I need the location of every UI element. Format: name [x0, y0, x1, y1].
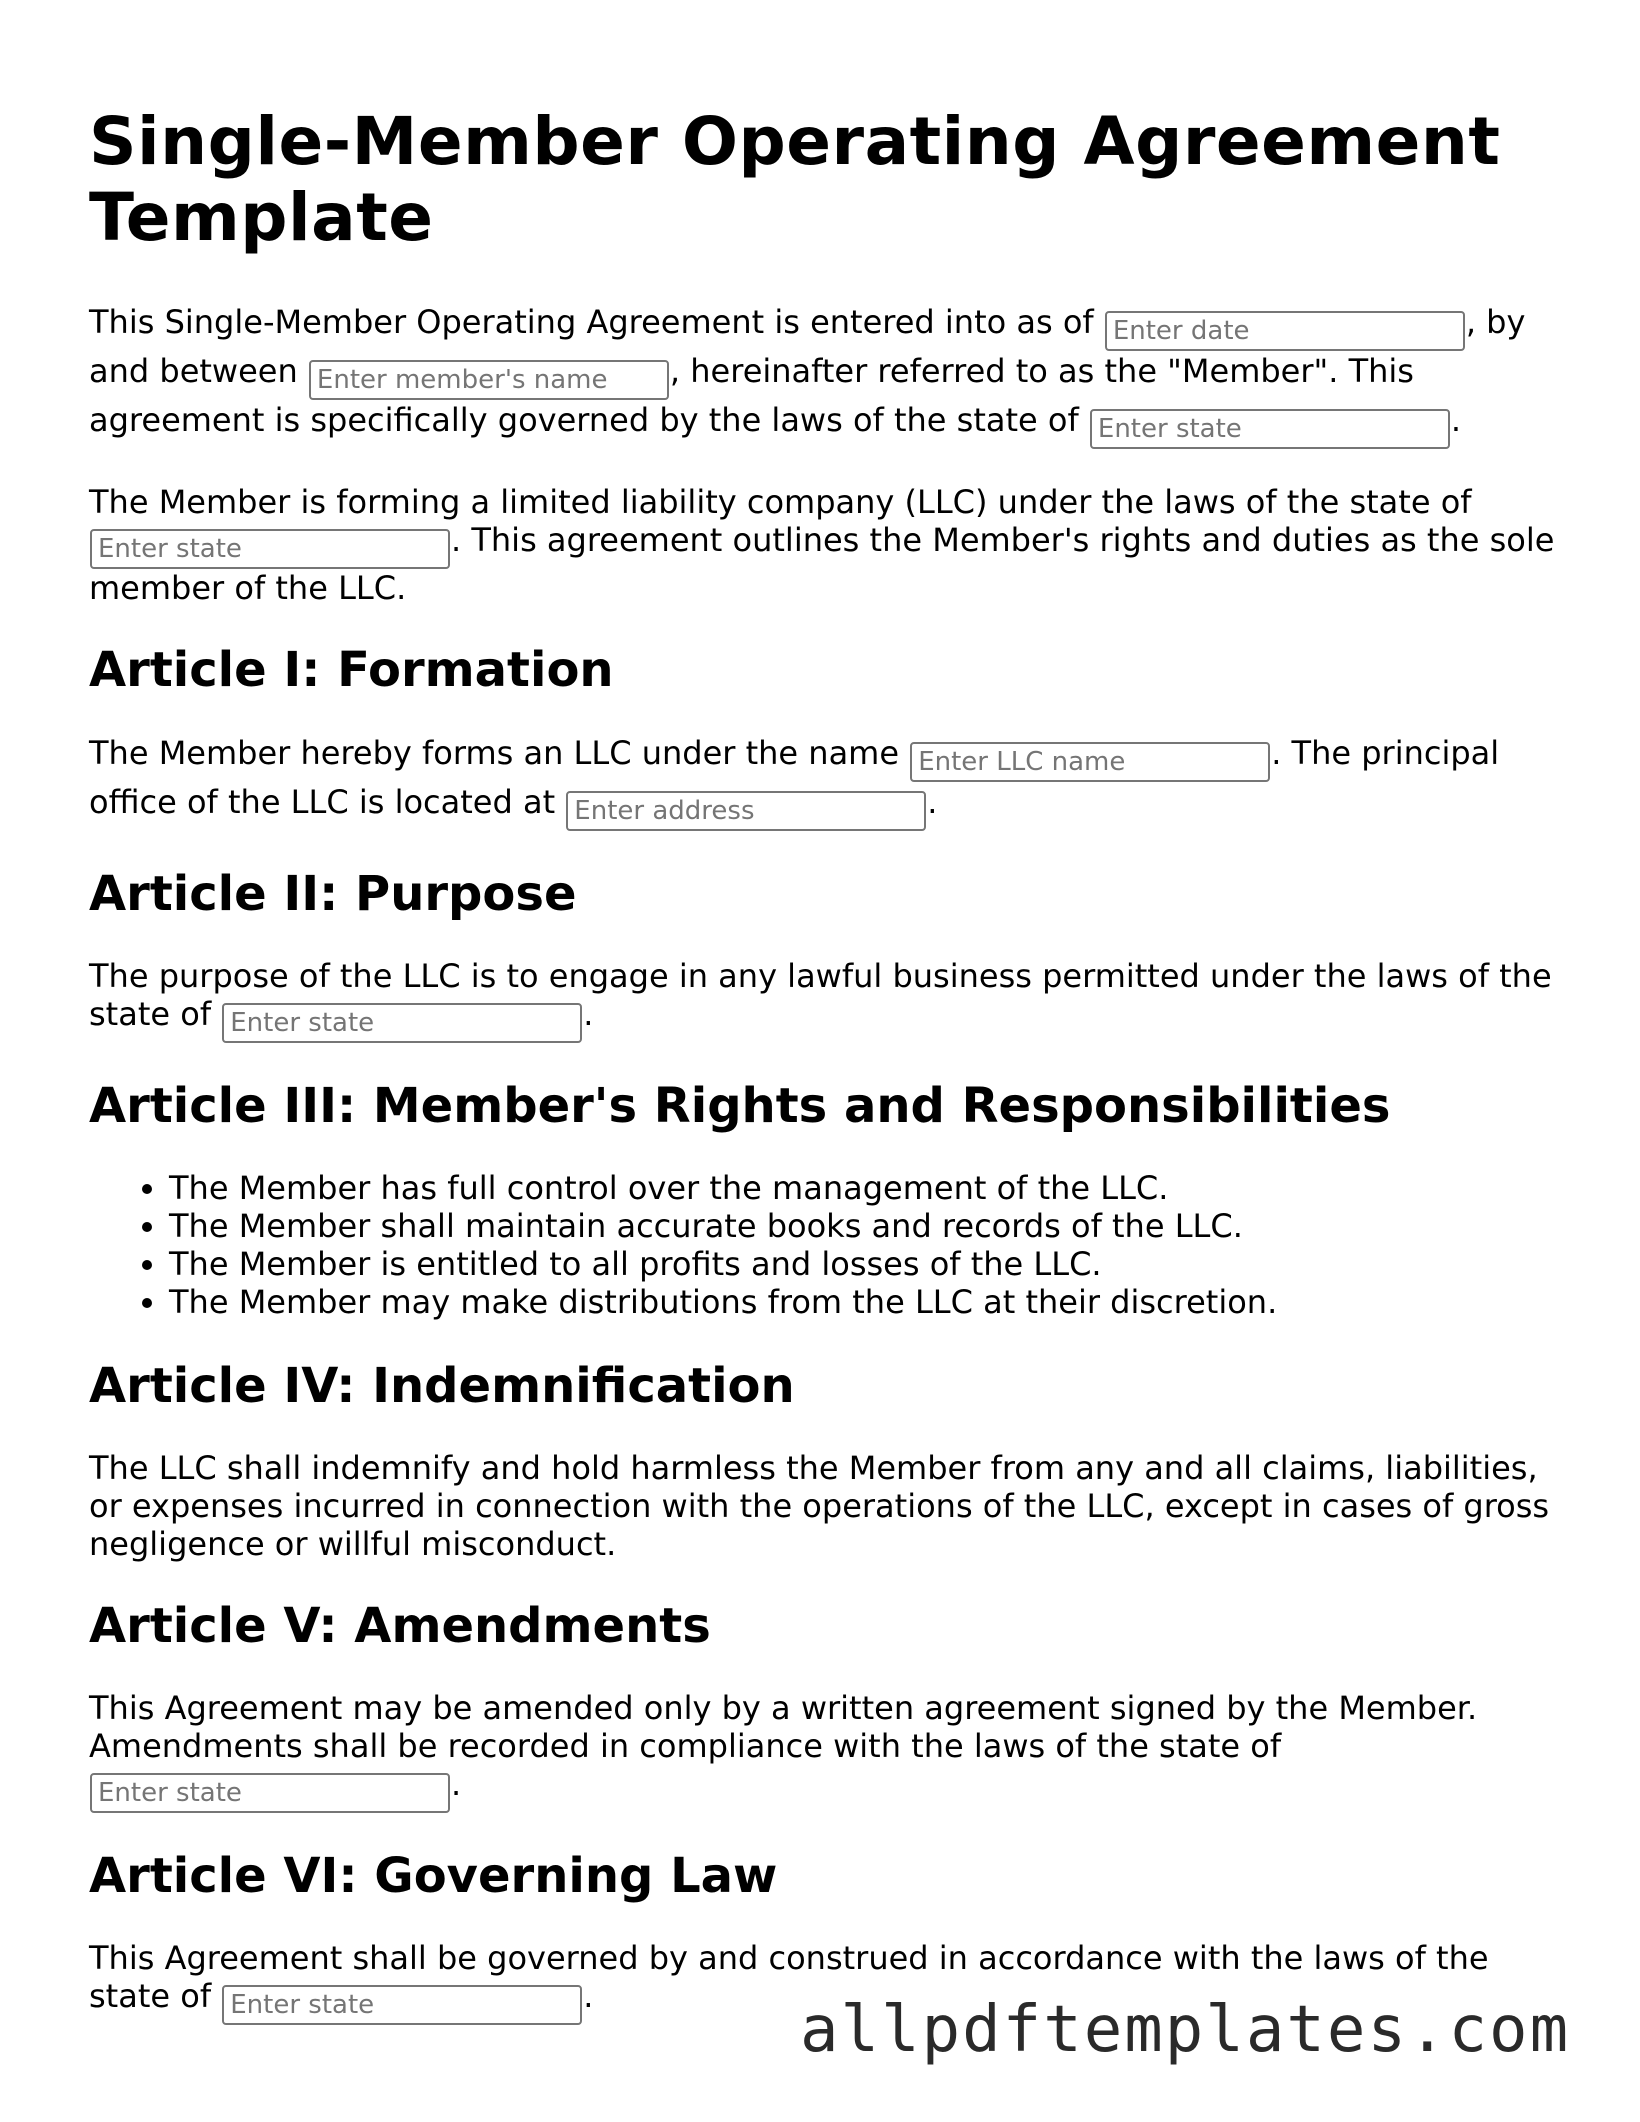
article-text: This Agreement may be amended only by a written agreement signed by the Member. Amendments shall be recorded in compliance with the laws of the state of — [89, 1689, 1478, 1765]
article-text: The Member hereby forms an LLC under the name — [89, 734, 910, 772]
article-text: . — [451, 1765, 462, 1803]
page-title: Single-Member Operating Agreement Template — [89, 103, 1501, 256]
formation-state-input[interactable] — [90, 529, 450, 569]
intro-text: , by and between — [89, 303, 1526, 390]
article-2-paragraph — [89, 957, 1559, 1043]
article-2-heading: Article II: Purpose — [89, 866, 577, 922]
date-input[interactable] — [1105, 311, 1465, 351]
intro-text: , hereinafter referred to as the "Member". This agreement is specifically governed by the laws of the state of — [89, 352, 1414, 439]
intro-paragraph-2 — [89, 483, 1559, 607]
amendment-state-input[interactable] — [90, 1773, 450, 1813]
article-3-heading: Article III: Member's Rights and Responsibilities — [89, 1078, 1391, 1134]
article-text: This Agreement shall be governed by and construed in accordance with the laws of the state of — [89, 1939, 1489, 2015]
article-text: . — [583, 995, 594, 1033]
list-item: • The Member has full control over the management of the LLC. — [169, 1169, 1559, 1207]
governing-law-state-input[interactable] — [222, 1985, 582, 2025]
list-item: • The Member shall maintain accurate books and records of the LLC. — [169, 1207, 1559, 1245]
article-5-heading: Article V: Amendments — [89, 1598, 711, 1654]
article-6-heading: Article VI: Governing Law — [89, 1848, 778, 1904]
article-text: . The principal office of the LLC is located at — [89, 734, 1500, 821]
rights-list — [89, 1169, 1559, 1321]
member-name-input[interactable] — [309, 360, 669, 400]
purpose-state-input[interactable] — [222, 1003, 582, 1043]
intro-paragraph-1 — [89, 302, 1559, 449]
list-item: • The Member may make distributions from the LLC at their discretion. — [169, 1283, 1559, 1321]
article-4-paragraph: The LLC shall indemnify and hold harmless the Member from any and all claims, liabilities, or expenses incurred in connection with the operations of the LLC, except in cases of gross negligence or willful misconduct. — [89, 1449, 1550, 1563]
list-item: • The Member is entitled to all profits and losses of the LLC. — [169, 1245, 1559, 1283]
intro-text: . — [1450, 401, 1462, 439]
article-5-paragraph — [89, 1689, 1559, 1813]
article-text: . — [927, 783, 938, 821]
intro-text: This Single-Member Operating Agreement is entered into as of — [89, 303, 1104, 341]
site-watermark: allpdftemplates.com — [800, 1993, 1571, 2067]
article-text: The purpose of the LLC is to engage in any lawful business permitted under the laws of the state of — [89, 957, 1552, 1033]
intro-text: . This agreement outlines the Member's rights and duties as the sole member of the LLC. — [89, 521, 1555, 607]
llc-name-input[interactable] — [910, 742, 1270, 782]
address-input[interactable] — [566, 791, 926, 831]
article-4-heading: Article IV: Indemnification — [89, 1358, 795, 1414]
governing-state-input[interactable] — [1090, 409, 1450, 449]
article-1-heading: Article I: Formation — [89, 642, 614, 698]
article-1-paragraph — [89, 733, 1559, 831]
document-page — [89, 104, 1559, 2059]
article-text: . — [583, 1977, 594, 2015]
intro-text: The Member is forming a limited liability company (LLC) under the laws of the state of — [89, 483, 1472, 521]
